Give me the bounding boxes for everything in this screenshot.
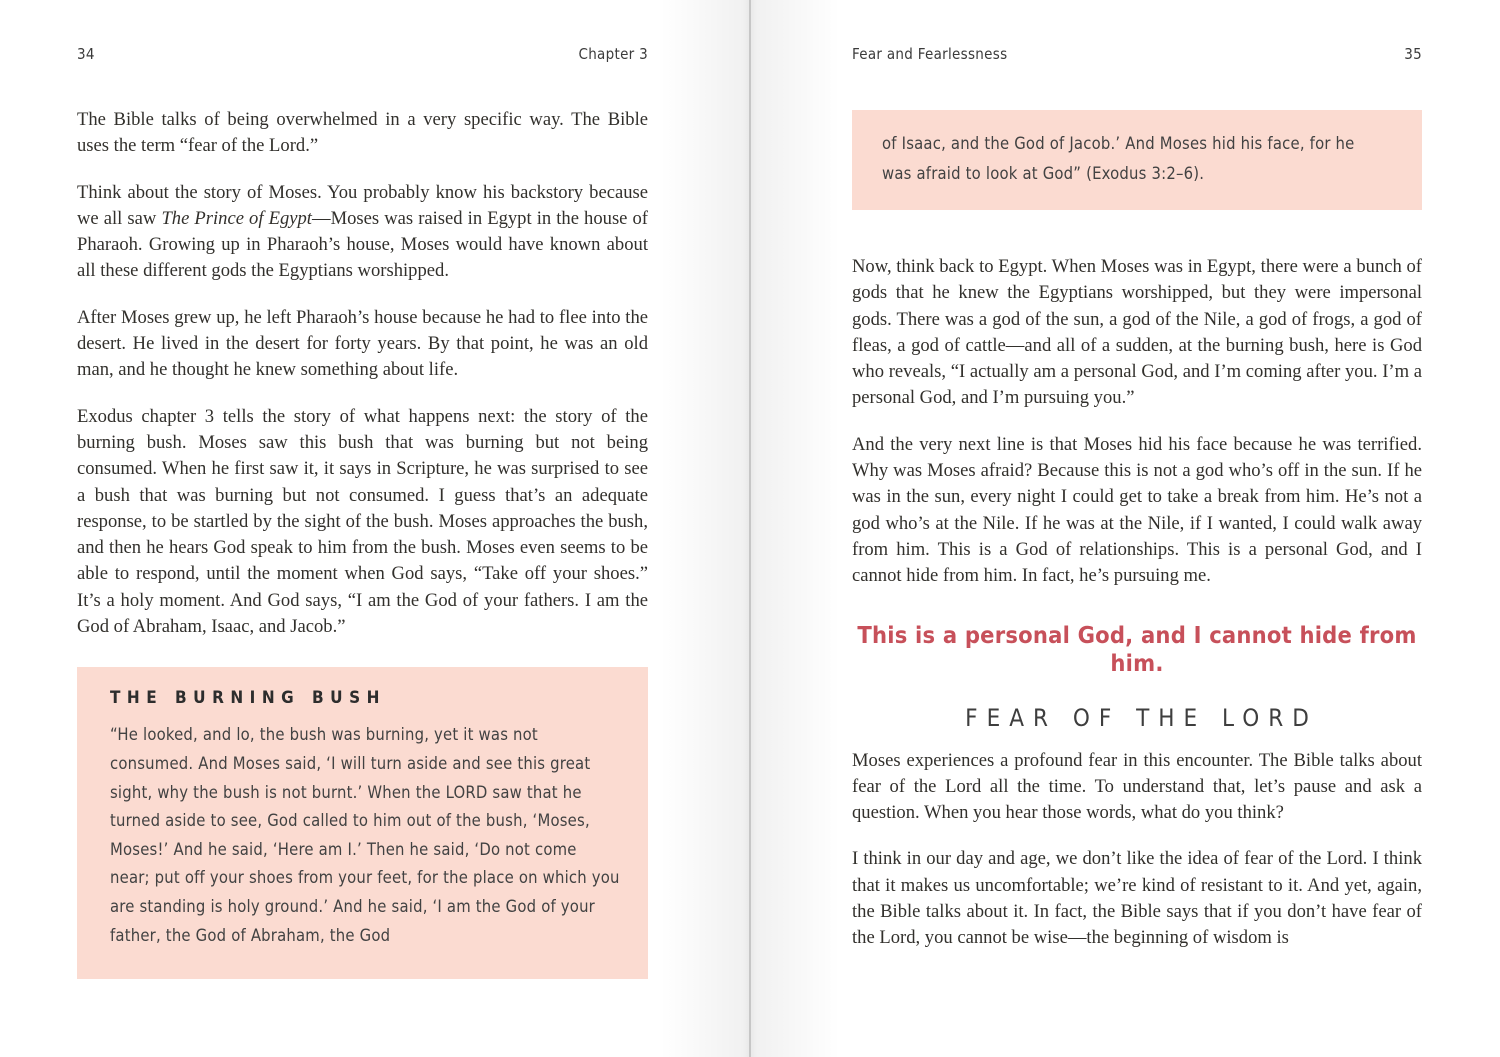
page-number-right: 35 (1404, 45, 1422, 63)
paragraph-moses-afraid: And the very next line is that Moses hid his face because he was terrified. Why was Moses afraid? Because this is not a god who’s off in the sun. If he was in the sun, every night I could get to take a break from him. He’s not a god who’s at the Nile. If he was at the Nile, if I wanted, I could walk away from him. This is a God of relationships. This is a personal God, and I cannot hide from him. In fact, he’s pursuing me. (852, 433, 1422, 587)
page-number-left: 34 (77, 45, 95, 63)
section-heading-fear-of-the-lord: FEAR OF THE LORD (965, 703, 1318, 732)
page-gutter-line (749, 0, 751, 1057)
running-header-title: Fear and Fearlessness (852, 45, 1008, 63)
paragraph-exodus-3: Exodus chapter 3 tells the story of what happens next: the story of the burning bush. Moses saw this bush that was burning but not being consumed. When he first saw it, it says in Scripture, he was surprised to see a bush that was burning but not consumed. I guess that’s an adequate response, to be startled by the sight of the bush. Moses approaches the bush, and then he hears God speak to him from the bush. Moses even seems to be able to respond, until the moment when God says, “Take off your shoes.” It’s a holy moment. And God says, “I am the God of your fathers. I am the God of Abraham, Isaac, and Jacob.” (77, 405, 648, 638)
paragraph-story-of-moses (77, 180, 648, 285)
running-header-chapter: Chapter 3 (578, 45, 648, 63)
callout-title: THE BURNING BUSH (110, 688, 386, 709)
page-header-right (852, 45, 1422, 63)
pull-quote: This is a personal God, and I cannot hide from him. (857, 620, 1417, 677)
page-gutter-shadow (660, 0, 840, 1057)
paragraph-moses-desert: After Moses grew up, he left Pharaoh’s house because he had to flee into the desert. He lived in the desert for forty years. By that point, he was an old man, and he thought he knew something about life. (77, 306, 648, 381)
paragraph-part: Think about the story of Moses. You probably know his backstory because we all saw (77, 181, 648, 229)
callout-burning-bush (77, 667, 648, 979)
paragraph-overwhelmed: The Bible talks of being overwhelmed in a very specific way. The Bible uses the term “fear of the Lord.” (77, 109, 648, 157)
page-right (852, 0, 1422, 972)
callout-scripture-continued (852, 110, 1422, 210)
callout-scripture-text: “He looked, and lo, the bush was burning, yet it was not consumed. And Moses said, ‘I will turn aside and see this great sight, why the bush is not burnt.’ When the LORD saw that he turned aside to see, God called to him out of the bush, ‘Moses, Moses!’ And he said, ‘Here am I.’ Then he said, ‘Do not come near; put off your shoes from your feet, for the place on which you are standing is holy ground.’ And he said, ‘I am the God of your father, the God of Abraham, the God (110, 725, 620, 945)
page-header-left (77, 45, 648, 63)
page-left (77, 0, 648, 979)
callout-scripture-text: of Isaac, and the God of Jacob.’ And Moses hid his face, for he was afraid to look at God” (Exodus 3:2–6). (882, 134, 1355, 183)
book-title-italic: The Prince of Egypt (161, 207, 312, 229)
paragraph-profound-fear: Moses experiences a profound fear in this encounter. The Bible talks about fear of the Lord all the time. To understand that, let’s pause and ask a question. When you hear those words, what do you think? (852, 749, 1422, 824)
paragraph-egypt-gods: Now, think back to Egypt. When Moses was in Egypt, there were a bunch of gods that he knew the Egyptians worshipped, but they were impersonal gods. There was a god of the sun, a god of the Nile, a god of frogs, a god of fleas, a god of cattle—and all of a sudden, at the burning bush, here is God who reveals, “I actually am a personal God, and I’m coming after you. I’m a personal God, and I’m pursuing you.” (852, 256, 1422, 409)
paragraph-day-and-age: I think in our day and age, we don’t like the idea of fear of the Lord. I think that it makes us uncomfortable; we’re kind of resistant to it. And yet, again, the Bible talks about it. In fact, the Bible says that if you don’t have fear of the Lord, you cannot be wise—the beginning of wisdom is (852, 848, 1422, 949)
paragraph-part: —Moses was raised in Egypt in the house of Pharaoh. Growing up in Pharaoh’s house, Moses would have known about all these different gods the Egyptians worshipped. (77, 207, 648, 282)
